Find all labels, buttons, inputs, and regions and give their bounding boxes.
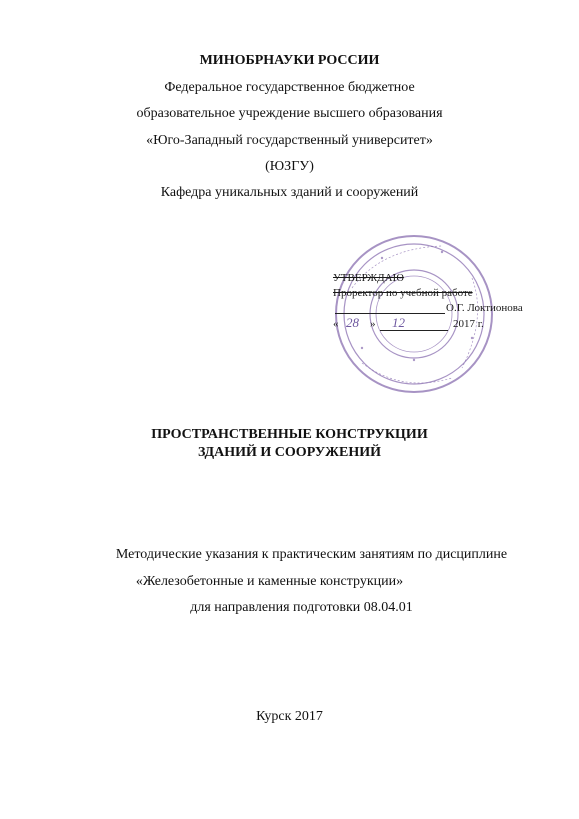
signature-line <box>335 313 445 314</box>
date-day: 28 <box>346 315 359 330</box>
document-title-line-1: ПРОСТРАНСТВЕННЫЕ КОНСТРУКЦИИ <box>151 427 428 442</box>
date-close-quote: » <box>370 318 376 330</box>
document-title-line-2: ЗДАНИЙ И СООРУЖЕНИЙ <box>197 445 382 460</box>
date-month: 12 <box>392 315 405 330</box>
university-name: «Юго-Западный государственный университет» <box>146 133 433 148</box>
institution-line-1: Федеральное государственное бюджетное <box>164 80 415 95</box>
description-line-3: для направления подготовки 08.04.01 <box>190 600 413 615</box>
university-abbreviation: (ЮЗГУ) <box>265 159 314 174</box>
date-open-quote: « <box>333 318 339 330</box>
approver-position: Проректор по учебной работе <box>333 287 473 299</box>
description-line-2: «Железобетонные и каменные конструкции» <box>135 574 404 589</box>
ministry-heading: МИНОБРНАУКИ РОССИИ <box>199 53 380 68</box>
institution-line-2: образовательное учреждение высшего образования <box>136 106 443 121</box>
approved-label: УТВЕРЖДАЮ <box>333 272 404 284</box>
city-year: Курск 2017 <box>256 709 323 724</box>
department-name: Кафедра уникальных зданий и сооружений <box>160 185 419 200</box>
description-line-1: Методические указания к практическим занятиям по дисциплине <box>115 547 508 562</box>
date-month-line <box>380 330 448 331</box>
approver-name: О.Г. Локтионова <box>446 302 523 314</box>
date-year: 2017 г. <box>453 318 484 330</box>
